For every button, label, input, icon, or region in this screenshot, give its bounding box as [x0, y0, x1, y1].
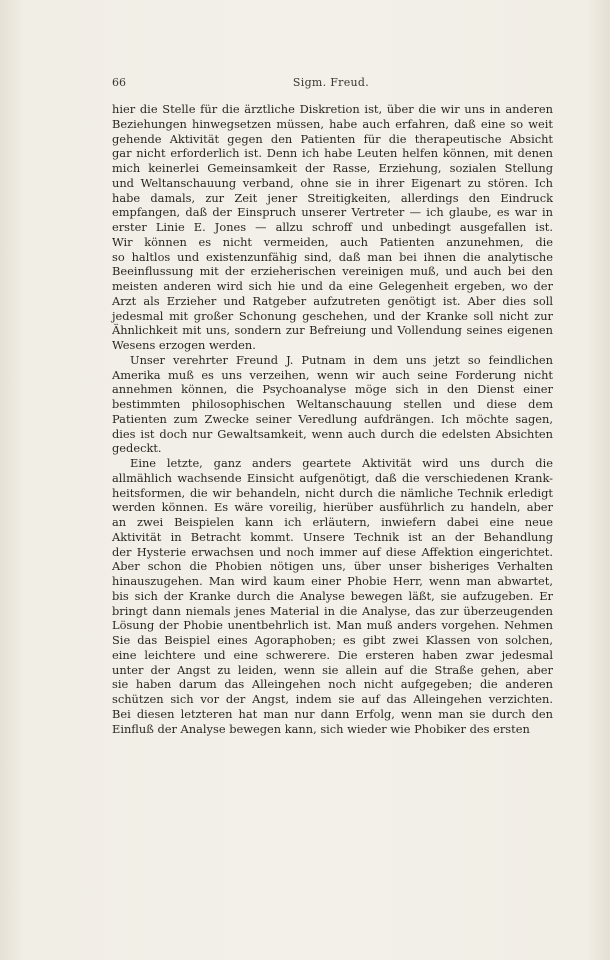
text-line: Arzt als Erzieher und Ratgeber aufzutreten genötigt ist. Aber dies soll [112, 293, 553, 308]
text-line: meisten anderen wird sich hie und da eine Gelegenheit ergeben, wo der [112, 279, 553, 293]
text-line: Eine letzte, ganz anders geartete Aktivität wird uns durch die [130, 456, 553, 470]
page-header [112, 76, 550, 92]
text-line: bringt dann niemals jenes Material in die Analyse, das zur überzeugenden [112, 603, 553, 618]
running-head: Sigm. Freud. [292, 76, 370, 89]
text-line: allmählich wachsende Einsicht aufgenötigt, daß die verschiedenen Krank- [112, 470, 553, 485]
text-line: mich keinerlei Gemeinsamkeit der Rasse, Erziehung, sozialen Stellung [112, 161, 553, 175]
text-line: bis sich der Kranke durch die Analyse bewegen läßt, sie aufzugeben. Er [112, 588, 553, 603]
text-line: habe damals, zur Zeit jener Streitigkeiten, allerdings den Eindruck [112, 190, 553, 205]
paragraph [112, 102, 553, 353]
text-line: gar nicht erforderlich ist. Denn ich habe Leuten helfen können, mit denen [112, 146, 553, 161]
text-line: werden können. Es wäre voreilig, hierüber ausführlich zu handeln, aber [112, 500, 553, 515]
text-line: Sie das Beispiel eines Agoraphoben; es gibt zwei Klassen von solchen, [112, 633, 553, 647]
text-line: Beeinflussung mit der erzieherischen vereinigen muß, und auch bei den [112, 264, 553, 279]
text-line: schützen sich vor der Angst, indem sie auf das Alleingehen verzichten. [112, 692, 553, 706]
text-line: und Weltanschauung verband, ohne sie in ihrer Eigenart zu stören. Ich [112, 175, 553, 190]
text-line: der Hysterie erwachsen und noch immer auf diese Affektion eingerichtet. [112, 544, 553, 559]
text-line: Wesens erzogen werden. [112, 338, 256, 352]
text-line: hinauszugehen. Man wird kaum einer Phobie Herr, wenn man abwartet, [112, 574, 553, 588]
text-line: jedesmal mit großer Schonung geschehen, und der Kranke soll nicht zur [112, 308, 553, 323]
page-number: 66 [112, 76, 126, 89]
text-line: an zwei Beispielen kann ich erläutern, inwiefern dabei eine neue [112, 515, 553, 529]
text-line: gedeckt. [112, 441, 162, 456]
paragraph [112, 353, 553, 456]
text-line: empfangen, daß der Einspruch unserer Vertreter — ich glaube, es war in [112, 205, 553, 220]
paragraph [112, 456, 553, 736]
text-line: Bei diesen letzteren hat man nur dann Erfolg, wenn man sie durch den [112, 706, 553, 721]
text-line: heitsformen, die wir behandeln, nicht durch die nämliche Technik erledigt [112, 485, 553, 500]
text-line: so haltlos und existenzunfähig sind, daß man bei ihnen die analytische [112, 249, 553, 264]
text-line: Aber schon die Phobien nötigen uns, über unser bisheriges Verhalten [112, 559, 553, 574]
text-line: erster Linie E. Jones — allzu schroff und unbedingt ausgefallen ist. [112, 220, 553, 234]
body-text [112, 102, 553, 736]
text-line: Einfluß der Analyse bewegen kann, sich wieder wie Phobiker des ersten [112, 721, 530, 736]
text-line: eine leichtere und eine schwerere. Die ersteren haben zwar jedesmal [112, 647, 553, 662]
text-line: Patienten zum Zwecke seiner Veredlung aufdrängen. Ich möchte sagen, [112, 411, 553, 426]
text-line: Amerika muß es uns verzeihen, wenn wir auch seine Forderung nicht [112, 367, 553, 382]
text-line: unter der Angst zu leiden, wenn sie allein auf die Straße gehen, aber [112, 662, 553, 677]
text-line: sie haben darum das Alleingehen noch nicht aufgegeben; die anderen [112, 677, 553, 692]
text-line: Ähnlichkeit mit uns, sondern zur Befreiung und Vollendung seines eigenen [112, 323, 553, 338]
text-line: Lösung der Phobie unentbehrlich ist. Man muß anders vorgehen. Nehmen [112, 618, 553, 633]
text-line: dies ist doch nur Gewaltsamkeit, wenn auch durch die edelsten Absichten [112, 426, 553, 441]
text-line: Aktivität in Betracht kommt. Unsere Technik ist an der Behandlung [112, 529, 553, 544]
text-line: hier die Stelle für die ärztliche Diskretion ist, über die wir uns in anderen [112, 102, 553, 116]
text-line: Beziehungen hinwegsetzen müssen, habe auch erfahren, daß eine so weit [112, 116, 553, 131]
text-line: gehende Aktivität gegen den Patienten für die therapeutische Absicht [112, 131, 553, 146]
text-line: Wir können es nicht vermeiden, auch Patienten anzunehmen, die [112, 234, 553, 249]
text-line: annehmen können, die Psychoanalyse möge sich in den Dienst einer [112, 382, 553, 397]
text-line: Unser verehrter Freund J. Putnam in dem uns jetzt so feindlichen [130, 352, 553, 367]
text-line: bestimmten philosophischen Weltanschauung stellen und diese dem [112, 397, 553, 411]
